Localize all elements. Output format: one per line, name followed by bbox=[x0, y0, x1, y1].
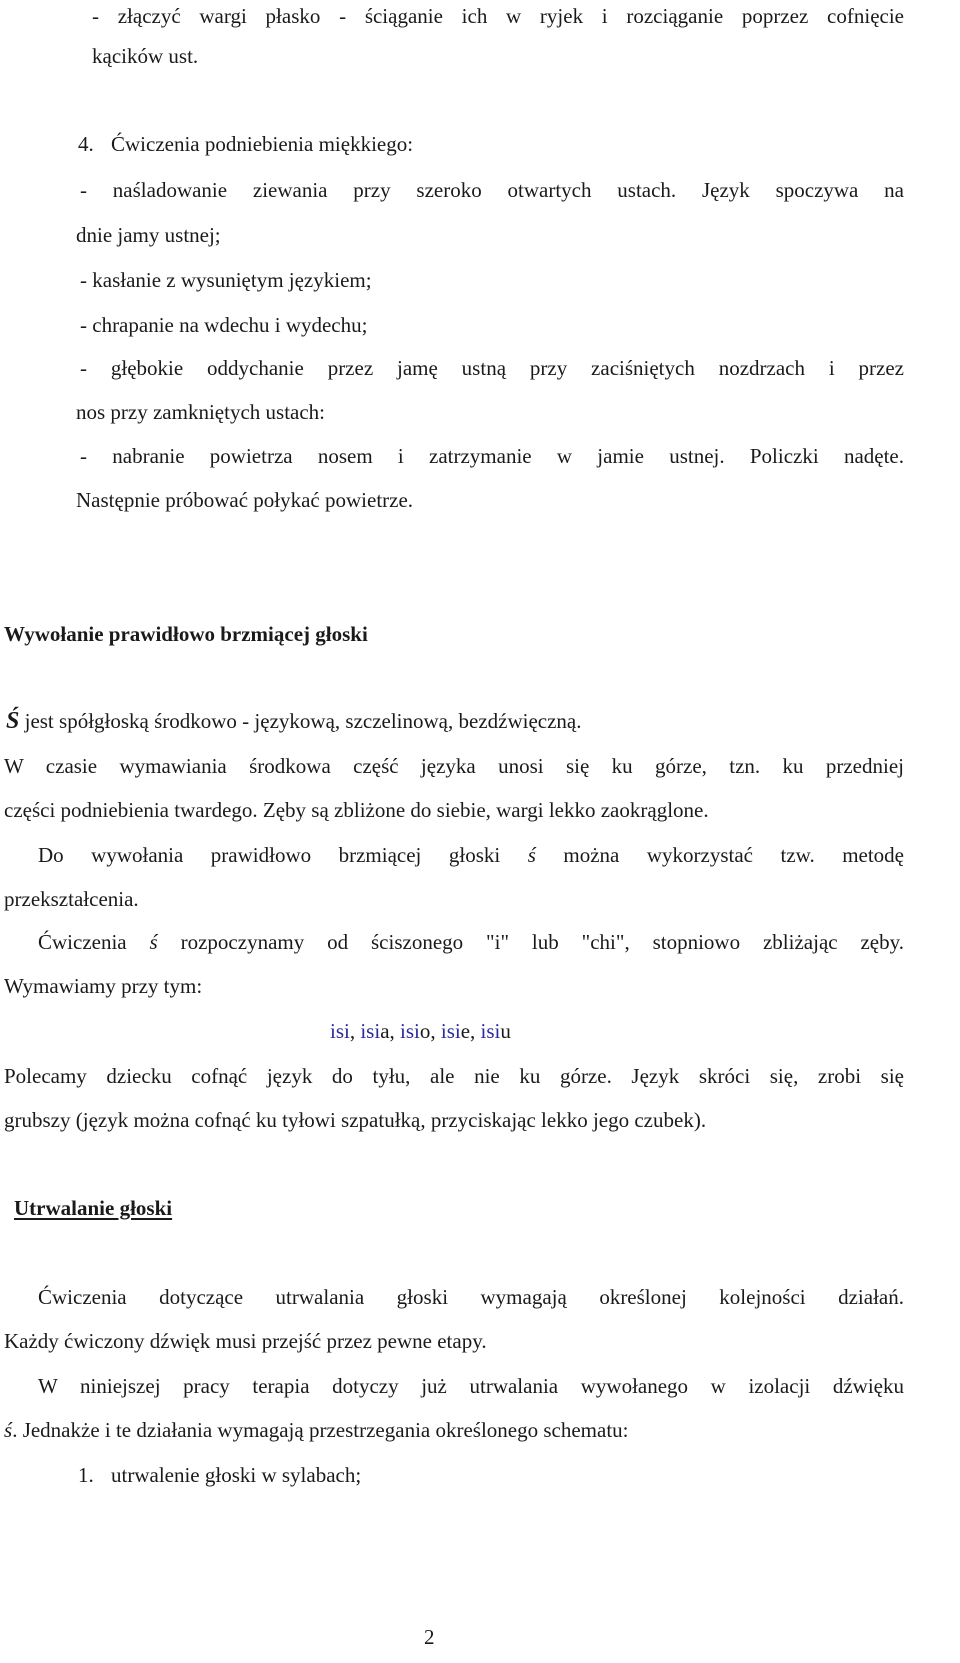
page-number: 2 bbox=[424, 1625, 435, 1649]
text-line: Każdy ćwiczony dźwięk musi przejść przez pewne etapy. bbox=[4, 1329, 487, 1353]
section-heading-wywolanie: Wywołanie prawidłowo brzmiącej głoski bbox=[4, 622, 368, 646]
text-line: - głębokie oddychanie przez jamę ustną przy zaciśniętych nozdrzach i przez bbox=[80, 356, 904, 380]
text-line: - kasłanie z wysuniętym językiem; bbox=[80, 268, 372, 292]
text-line bbox=[4, 1420, 629, 1441]
text-line: - chrapanie na wdechu i wydechu; bbox=[80, 313, 368, 337]
text-line: Wymawiamy przy tym: bbox=[4, 974, 203, 998]
s-letter: Ś bbox=[6, 708, 20, 734]
text-line: Polecamy dziecku cofnąć język do tyłu, ale nie ku górze. Język skróci się, zrobi się bbox=[4, 1064, 904, 1088]
syllable: isie bbox=[440, 1019, 471, 1043]
text-line: W czasie wymawiania środkowa część języka unosi się ku górze, tzn. ku przedniej bbox=[4, 754, 904, 778]
s-italic: ś bbox=[527, 843, 536, 867]
syllable: isi bbox=[330, 1019, 350, 1043]
text-line: W niniejszej pracy terapia dotyczy już utrwalania wywołanego w izolacji dźwięku bbox=[38, 1374, 904, 1398]
text-line bbox=[38, 932, 904, 953]
list-item bbox=[78, 1465, 361, 1486]
text-line bbox=[38, 845, 904, 866]
text-line: - naśladowanie ziewania przy szeroko otwartych ustach. Język spoczywa na bbox=[80, 178, 904, 202]
text-line: części podniebienia twardego. Zęby są zbliżone do siebie, wargi lekko zaokrąglone. bbox=[4, 798, 709, 822]
text-fragment: można wykorzystać tzw. metodę bbox=[535, 843, 905, 867]
text-line: przekształcenia. bbox=[4, 887, 139, 911]
section-heading-utrwalanie: Utrwalanie głoski bbox=[14, 1196, 173, 1220]
list-number: 1. bbox=[78, 1463, 94, 1487]
text-line: Ćwiczenia dotyczące utrwalania głoski wymagają określonej kolejności działań. bbox=[38, 1285, 904, 1309]
text-line: dnie jamy ustnej; bbox=[76, 223, 221, 247]
section-heading bbox=[78, 134, 413, 155]
text-fragment: rozpoczynamy od ściszonego "i" lub "chi", stopniowo zbliżając zęby. bbox=[157, 930, 905, 954]
syllable: isia bbox=[360, 1019, 390, 1043]
text-line: Następnie próbować połykać powietrze. bbox=[76, 488, 414, 512]
syllables-line: isi, isia, isio, isie, isiu bbox=[330, 1019, 511, 1043]
s-intro-text: jest spółgłoską środkowo - językową, szczelinową, bezdźwięczną. bbox=[19, 709, 582, 733]
section-number: 4. bbox=[78, 132, 94, 156]
s-italic: ś bbox=[149, 930, 158, 954]
text-line: kącików ust. bbox=[92, 44, 199, 68]
text-fragment: Do wywołania prawidłowo brzmiącej głoski bbox=[38, 843, 528, 867]
text-line bbox=[6, 709, 582, 733]
text-fragment: . Jednakże i te działania wymagają przestrzegania określonego schematu: bbox=[12, 1418, 629, 1442]
list-text: utrwalenie głoski w sylabach; bbox=[111, 1463, 362, 1487]
section-title: Ćwiczenia podniebienia miękkiego: bbox=[111, 132, 414, 156]
text-fragment: Ćwiczenia bbox=[38, 930, 150, 954]
text-line: nos przy zamkniętych ustach: bbox=[76, 400, 326, 424]
text-line: - złączyć wargi płasko - ściąganie ich w ryjek i rozciąganie poprzez cofnięcie bbox=[92, 4, 904, 28]
syllable: isiu bbox=[480, 1019, 511, 1043]
s-italic: ś bbox=[4, 1418, 13, 1442]
text-line: grubszy (język można cofnąć ku tyłowi szpatułką, przyciskając lekko jego czubek). bbox=[4, 1108, 707, 1132]
text-line: - nabranie powietrza nosem i zatrzymanie w jamie ustnej. Policzki nadęte. bbox=[80, 444, 904, 468]
syllable: isio bbox=[400, 1019, 431, 1043]
